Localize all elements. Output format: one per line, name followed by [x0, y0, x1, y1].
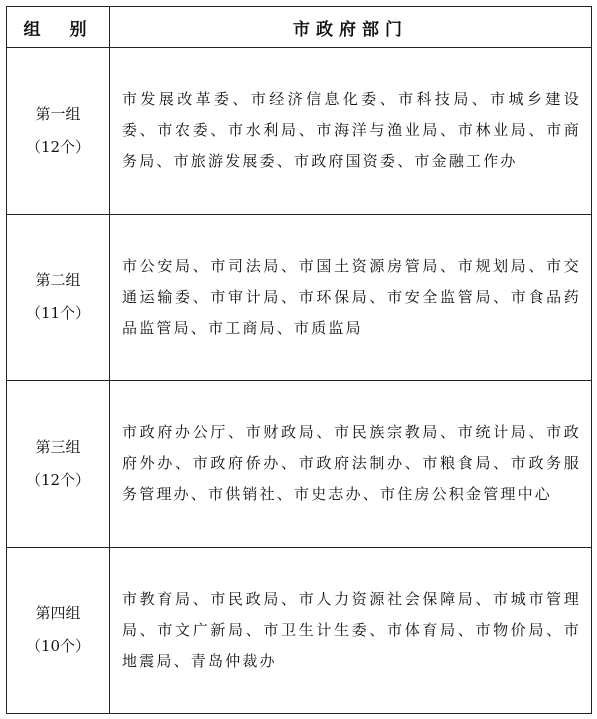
group-name: 第三组 — [35, 437, 81, 456]
group-cell — [7, 48, 110, 214]
department-list: 市发展改革委、市经济信息化委、市科技局、市城乡建设委、市农委、市水利局、市海洋与渔业局、市林业局、市商务局、市旅游发展委、市政府国资委、市金融工作办 — [110, 48, 592, 214]
department-list: 市公安局、市司法局、市国土资源房管局、市规划局、市交通运输委、市审计局、市环保局、市安全监管局、市食品药品监管局、市工商局、市质监局 — [110, 214, 592, 380]
group-name: 第四组 — [35, 604, 81, 623]
department-list: 市政府办公厅、市财政局、市民族宗教局、市统计局、市政府外办、市政府侨办、市政府法制办、市粮食局、市政务服务管理办、市供销社、市史志办、市住房公积金管理中心 — [110, 381, 592, 547]
group-count: （12个） — [25, 470, 91, 489]
header-departments: 市政府部门 — [110, 7, 592, 48]
table-header-row — [7, 7, 592, 48]
table-row — [7, 214, 592, 380]
table-row — [7, 48, 592, 214]
header-group: 组 别 — [7, 7, 110, 48]
group-cell — [7, 547, 110, 713]
department-list: 市教育局、市民政局、市人力资源社会保障局、市城市管理局、市文广新局、市卫生计生委、市体育局、市物价局、市地震局、青岛仲裁办 — [110, 547, 592, 713]
table-row — [7, 381, 592, 547]
group-count: （11个） — [25, 304, 91, 323]
group-cell — [7, 381, 110, 547]
group-cell — [7, 214, 110, 380]
group-name: 第二组 — [35, 271, 81, 290]
table-row — [7, 547, 592, 713]
group-department-table — [6, 6, 592, 714]
group-name: 第一组 — [35, 104, 81, 123]
group-count: （12个） — [25, 137, 91, 156]
group-count: （10个） — [25, 637, 91, 656]
